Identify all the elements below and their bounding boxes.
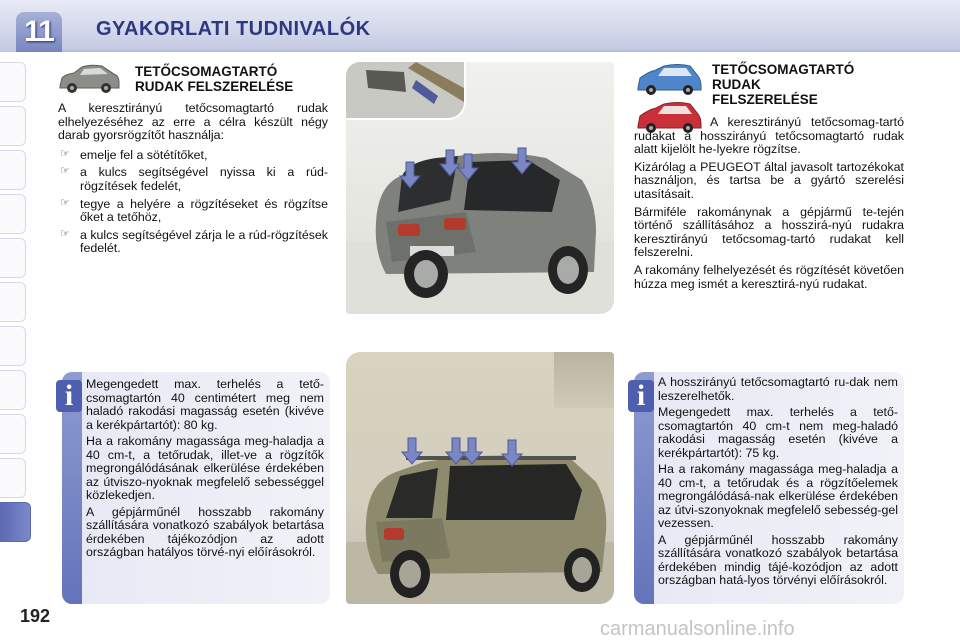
list-item: ☞ a kulcs segítségével zárja le a rúd-rögzítések fedelét. (58, 229, 328, 256)
chapter-tab[interactable] (0, 282, 26, 322)
list-item: ☞ tegye a helyére a rögzítéseket és rögzítse őket a tetőhöz, (58, 198, 328, 225)
right-info-text (658, 376, 898, 591)
roof-mount-detail (346, 62, 464, 118)
right-heading-line2: RUDAK (712, 77, 761, 92)
left-heading-line1: TETŐCSOMAGTARTÓ (135, 64, 278, 79)
right-paragraph: Kizárólag a PEUGEOT által javasolt tartozékokat használjon, és tartsa be a gyártó szerelési utasításait. (634, 159, 904, 201)
blue-mpv-icon (634, 62, 704, 98)
chapter-number: 11 (16, 12, 62, 52)
chapter-tabs (0, 62, 26, 546)
info-paragraph: Megengedett max. terhelés a tető-csomagtartón 40 cm-t nem meg-haladó rakodási magasság esetén (kivéve a kerékpártartót): 75 kg. (658, 405, 898, 460)
list-item: ☞ a kulcs segítségével nyissa ki a rúd-rögzítések fedelét, (58, 166, 328, 193)
hatchback-roof-photo (346, 62, 614, 314)
chapter-tab[interactable] (0, 370, 26, 410)
gray-hatchback-icon (56, 62, 122, 96)
roof-mount-detail-inset (346, 62, 466, 120)
info-paragraph: A hosszirányú tetőcsomagtartó ru-dak nem leszerelhetők. (658, 375, 898, 403)
right-info-box (634, 372, 904, 604)
info-paragraph: Ha a rakomány magassága meg-haladja a 40 cm-t, a tetőrudak, illet-ve a rögzítők megrongálódásának elkerülése érdekében az útviszo-nyoknak megfelelő sebességgel közlekedjen. (86, 434, 324, 502)
right-paragraph: A keresztirányú tetőcsomag-tartó rudakat a hosszirányú tetőcsomagtartó rudak alatt kijelölt he-lyekre rögzítse. (634, 115, 904, 157)
right-heading-line1: TETŐCSOMAGTARTÓ (712, 62, 855, 77)
left-heading (135, 64, 293, 94)
left-info-box (62, 372, 330, 604)
chapter-tab[interactable] (0, 326, 26, 366)
list-item: ☞ emelje fel a sötétítőket, (58, 149, 328, 163)
page-title: GYAKORLATI TUDNIVALÓK (96, 18, 371, 40)
info-paragraph: A gépjárműnél hosszabb rakomány szállítására vonatkozó szabályok betartása érdekében mindig tájé-kozódjon az adott országban hatá-lyos törvényi előírásokról. (658, 532, 898, 587)
watermark: carmanualsonline.info (600, 618, 795, 640)
right-heading (712, 62, 854, 107)
info-icon: i (56, 380, 82, 412)
left-intro: A keresztirányú tetőcsomagtartó rudak elhelyezéséhez az erre a célra készült négy darab gyorsrögzítőt használja: (58, 101, 328, 143)
chapter-tab[interactable] (0, 238, 26, 278)
left-info-text (86, 378, 324, 563)
info-paragraph: A gépjárműnél hosszabb rakomány szállítására vonatkozó szabályok betartása érdekében tájékozódjon az adott országban hatályos törvé-nyi előírásokról. (86, 504, 324, 559)
left-body (58, 102, 328, 260)
chapter-tab[interactable] (0, 62, 26, 102)
chapter-tab[interactable] (0, 194, 26, 234)
chapter-tab[interactable] (0, 458, 26, 498)
page-number: 192 (20, 606, 51, 626)
right-heading-line3: FELSZERELÉSE (712, 92, 818, 107)
chapter-tab[interactable] (0, 414, 26, 454)
left-heading-line2: RUDAK FELSZERELÉSE (135, 79, 294, 94)
right-paragraph: A rakomány felhelyezését és rögzítését követően húzza meg ismét a keresztirá-nyú rudakat. (634, 262, 904, 291)
left-bullet-list (58, 149, 328, 256)
estate-roof-photo (346, 352, 614, 604)
info-icon: i (628, 380, 654, 412)
info-paragraph: Megengedett max. terhelés a tető-csomagtartón 40 centimétert meg nem haladó rakodási magasság esetén (kivéve a kerékpártartót): 80 kg. (86, 377, 324, 432)
chapter-tab[interactable] (0, 106, 26, 146)
info-paragraph: Ha a rakomány magassága meg-haladja a 40 cm-t, a tetőrudak és a rögzítőelemek megrongálódásá-nak elkerülése érdekében az útvi-szonyoknak megfelelő sebesség-gel vezessen. (658, 462, 898, 530)
header-divider (60, 50, 960, 52)
chapter-tab[interactable] (0, 150, 26, 190)
chapter-tab-active[interactable] (0, 502, 31, 542)
right-body (634, 116, 904, 295)
roof-rail-detail-inset (554, 352, 614, 408)
right-paragraph: Bármiféle rakománynak a gépjármű te-tején történő szállításához a hosszirá-nyú rudakra keresztirányú tetőcsomag-tartó rudakat kell felszerelni. (634, 204, 904, 260)
